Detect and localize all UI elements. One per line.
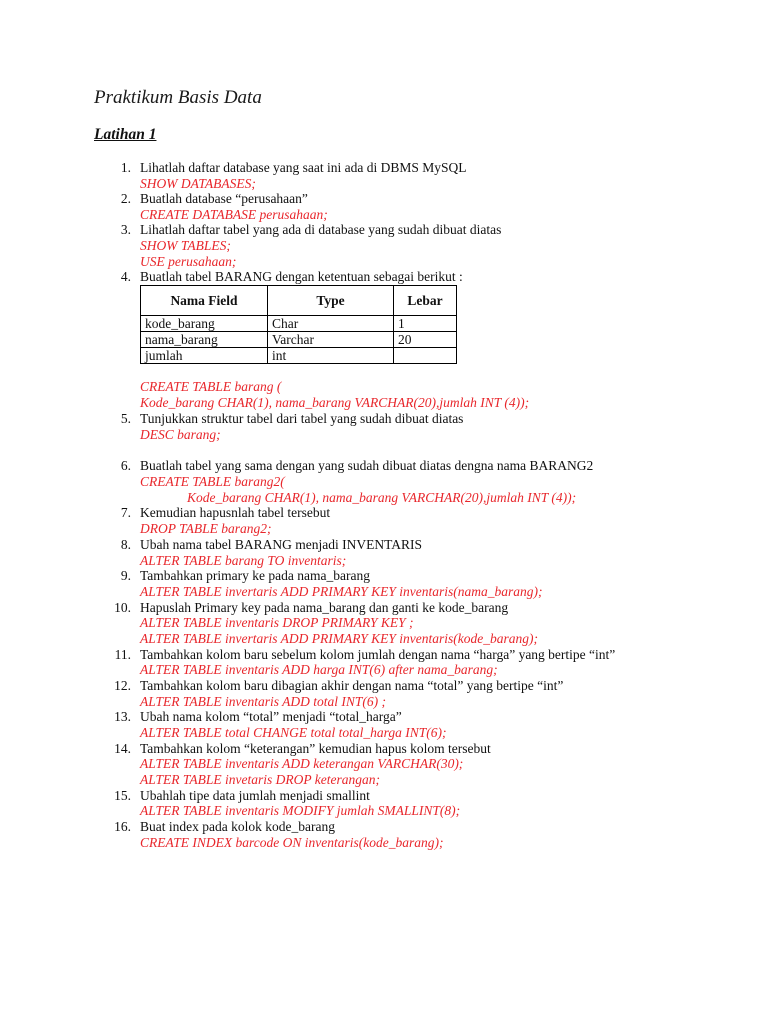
sql-code-line: ALTER TABLE inventaris DROP PRIMARY KEY ; <box>140 615 414 630</box>
table-header-row <box>141 286 457 316</box>
item-instruction: Buatlah tabel yang sama dengan yang sudah dibuat diatas dengna nama BARANG2 <box>140 458 594 473</box>
sql-code-line: ALTER TABLE inventaris MODIFY jumlah SMALLINT(8); <box>140 803 461 818</box>
item-number: 11. <box>114 647 131 662</box>
item-instruction: Buatlah database “perusahaan” <box>140 191 308 206</box>
item-number: 10. <box>114 600 131 615</box>
item-instruction: Tambahkan primary ke pada nama_barang <box>140 568 370 583</box>
item-instruction: Tambahkan kolom baru dibagian akhir dengan nama “total” yang bertipe “int” <box>140 678 564 693</box>
sql-code-line: Kode_barang CHAR(1), nama_barang VARCHAR(20),jumlah INT (4)); <box>140 395 530 410</box>
table-row <box>141 332 457 348</box>
page-title: Praktikum Basis Data <box>94 87 262 108</box>
item-number: 12. <box>114 678 131 693</box>
sql-code-line: ALTER TABLE inventaris ADD keterangan VARCHAR(30); <box>140 756 464 771</box>
sql-code-line: SHOW TABLES; <box>140 238 231 253</box>
item-number: 8. <box>120 537 131 552</box>
item-number: 2. <box>120 191 131 206</box>
item-instruction: Lihatlah daftar database yang saat ini ada di DBMS MySQL <box>140 160 467 175</box>
table-cell: kode_barang <box>141 316 268 332</box>
item-instruction: Tambahkan kolom baru sebelum kolom jumlah dengan nama “harga” yang bertipe “int” <box>140 647 616 662</box>
item-instruction: Ubah nama tabel BARANG menjadi INVENTARIS <box>140 537 422 552</box>
table-cell: Char <box>268 316 394 332</box>
table-cell: 20 <box>394 332 457 348</box>
item-instruction: Tambahkan kolom “keterangan” kemudian hapus kolom tersebut <box>140 741 491 756</box>
sql-code-line: CREATE INDEX barcode ON inventaris(kode_barang); <box>140 835 444 850</box>
item-number: 7. <box>120 505 131 520</box>
item-instruction: Ubahlah tipe data jumlah menjadi smallint <box>140 788 370 803</box>
field-spec-table <box>140 285 457 364</box>
item-number: 4. <box>120 269 131 284</box>
sql-code-line: DESC barang; <box>140 427 221 442</box>
sql-code-line: Kode_barang CHAR(1), nama_barang VARCHAR(20),jumlah INT (4)); <box>187 490 577 505</box>
item-number: 14. <box>114 741 131 756</box>
item-number: 3. <box>120 222 131 237</box>
section-heading: Latihan 1 <box>94 126 157 143</box>
sql-code-line: ALTER TABLE barang TO inventaris; <box>140 553 347 568</box>
table-cell: 1 <box>394 316 457 332</box>
item-instruction: Ubah nama kolom “total” menjadi “total_harga” <box>140 709 402 724</box>
item-instruction: Hapuslah Primary key pada nama_barang dan ganti ke kode_barang <box>140 600 509 615</box>
sql-code-line: SHOW DATABASES; <box>140 176 256 191</box>
item-instruction: Kemudian hapusnlah tabel tersebut <box>140 505 331 520</box>
item-instruction: Buatlah tabel BARANG dengan ketentuan sebagai berikut : <box>140 269 463 284</box>
table-row <box>141 316 457 332</box>
table-cell: jumlah <box>141 348 268 364</box>
table-header-cell: Nama Field <box>141 286 268 316</box>
sql-code-line: CREATE DATABASE perusahaan; <box>140 207 328 222</box>
item-number: 9. <box>120 568 131 583</box>
sql-code-line: DROP TABLE barang2; <box>140 521 272 536</box>
item-number: 15. <box>114 788 131 803</box>
table-header-cell: Lebar <box>394 286 457 316</box>
table-cell <box>394 348 457 364</box>
item-number: 5. <box>120 411 131 426</box>
item-instruction: Tunjukkan struktur tabel dari tabel yang sudah dibuat diatas <box>140 411 464 426</box>
item-instruction: Buat index pada kolok kode_barang <box>140 819 335 834</box>
sql-code-line: CREATE TABLE barang2( <box>140 474 285 489</box>
table-row <box>141 348 457 364</box>
sql-code-line: ALTER TABLE invertaris ADD PRIMARY KEY inventaris(nama_barang); <box>140 584 543 599</box>
sql-code-line: ALTER TABLE invertaris ADD PRIMARY KEY inventaris(kode_barang); <box>140 631 538 646</box>
sql-code-line: ALTER TABLE inventaris ADD harga INT(6) after nama_barang; <box>140 662 498 677</box>
sql-code-line: CREATE TABLE barang ( <box>140 379 282 394</box>
item-number: 16. <box>114 819 131 834</box>
table-cell: int <box>268 348 394 364</box>
table-cell: Varchar <box>268 332 394 348</box>
sql-code-line: ALTER TABLE invetaris DROP keterangan; <box>140 772 380 787</box>
item-instruction: Lihatlah daftar tabel yang ada di database yang sudah dibuat diatas <box>140 222 502 237</box>
item-number: 6. <box>120 458 131 473</box>
sql-code-line: ALTER TABLE inventaris ADD total INT(6) ; <box>140 694 386 709</box>
sql-code-line: USE perusahaan; <box>140 254 237 269</box>
item-number: 13. <box>114 709 131 724</box>
sql-code-line: ALTER TABLE total CHANGE total total_harga INT(6); <box>140 725 447 740</box>
item-number: 1. <box>120 160 131 175</box>
table-header-cell: Type <box>268 286 394 316</box>
table-cell: nama_barang <box>141 332 268 348</box>
